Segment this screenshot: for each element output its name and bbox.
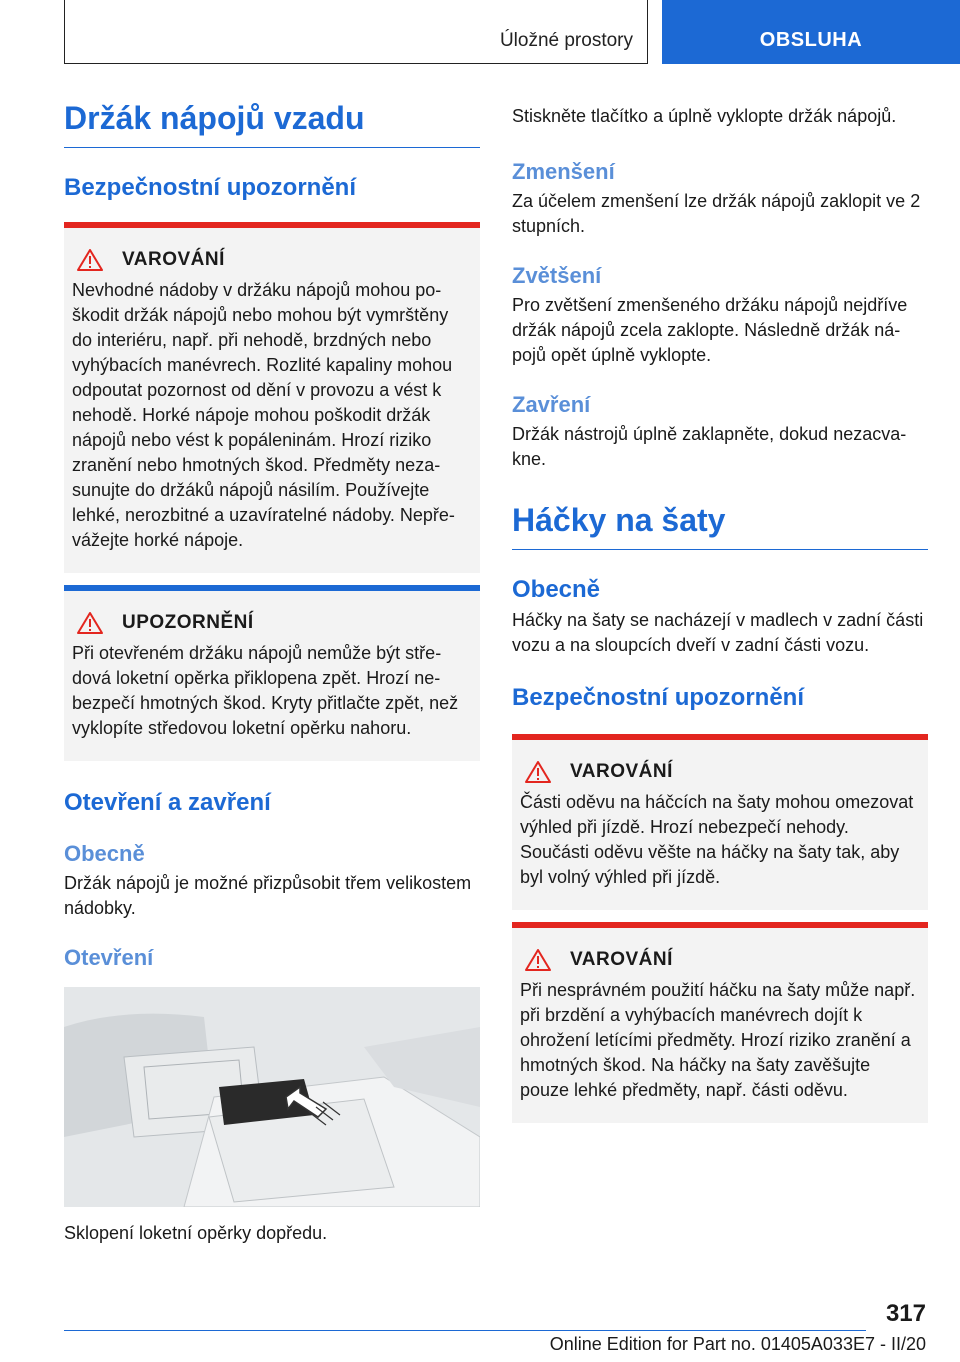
hooks-warning-head-1 bbox=[520, 760, 920, 784]
general-heading: Obecně bbox=[64, 841, 145, 866]
hooks-warning-box-2 bbox=[512, 922, 928, 1123]
left-column bbox=[64, 100, 480, 1246]
warning-triangle-icon bbox=[524, 760, 552, 784]
enlarge-text: Pro zvětšení zmenšeného držáku nápojů nejdříve držák nápojů zcela zaklopte. Následně držák nápojů opět úplně vyklopte. bbox=[512, 295, 908, 365]
safety-heading: Bezpečnostní upozornění bbox=[64, 174, 357, 201]
header-section-title: Úložné prostory bbox=[499, 30, 633, 51]
photo-caption: Sklopení loketní opěrky dopředu. bbox=[64, 1223, 328, 1243]
hooks-general-heading: Obecně bbox=[512, 576, 601, 603]
warning-head bbox=[72, 248, 472, 272]
page-title: Držák nápojů vzadu bbox=[64, 100, 480, 148]
warning-box bbox=[64, 222, 480, 573]
hooks-general-text: Háčky na šaty se nacházejí v madlech v zadní části vozu a na sloupcích dveří v zadní části vozu. bbox=[512, 610, 924, 655]
hooks-title: Háčky na šaty bbox=[512, 502, 928, 550]
page-number: 317 bbox=[885, 1300, 926, 1327]
hooks-warning-title-2: VAROVÁNÍ bbox=[570, 949, 673, 970]
caution-text: Při otevřeném držáku nápojů nemůže být středová loketní opěrka přiklopena zpět. Hrozí nebezpečí hmotných škod. Kryty přitlačte zpět, než vyklopíte středovou loketní opěrku nahoru. bbox=[72, 643, 459, 738]
warning-text: Nevhodné nádoby v držáku nápojů mohou poškodit držák nápojů nebo mohou být vymrštěny do interiéru, např. při nehodě, brzdných nebo vyhýbacích manévrech. Rozlité kapaliny mohou odpoutat pozornost od dění v provozu a vést k nehodě. Horké nápoje mohou poškodit držák nápojů nebo vést k popáleninám. Hrozí riziko zranění nebo hmotných škod. Předměty nezasunujte do držáků nápojů násilím. Používejte lehké, nerozbitné a uzavíratelné nádoby. Nepřevážejte horké nápoje. bbox=[72, 280, 455, 550]
warning-title: VAROVÁNÍ bbox=[122, 249, 225, 270]
armrest-illustration bbox=[64, 987, 480, 1207]
hooks-warning-text-2: Při nesprávném použití háčku na šaty může např. při brzdění a vyhýbacích manévrech dojít k ohrožení letícími předměty. Hrozí riziko zranění a hmotných škod. Na háčky na šaty zavěšujte pouze lehké předměty, např. části oděvu. bbox=[520, 980, 916, 1100]
warning-triangle-icon bbox=[76, 248, 104, 272]
caution-box bbox=[64, 585, 480, 761]
caution-head bbox=[72, 611, 472, 635]
header-section-box bbox=[64, 0, 648, 64]
general-text: Držák nápojů je možné přizpůsobit třem velikostem nádobky. bbox=[64, 873, 472, 918]
footer-edition: Online Edition for Part no. 01405A033E7 - II/20 bbox=[549, 1334, 926, 1354]
caution-title: UPOZORNĚNÍ bbox=[122, 612, 254, 633]
caution-triangle-icon bbox=[76, 611, 104, 635]
hooks-warning-title-1: VAROVÁNÍ bbox=[570, 761, 673, 782]
reduce-text: Za účelem zmenšení lze držák nápojů zaklopit ve 2 stupních. bbox=[512, 191, 921, 236]
close-text: Držák nástrojů úplně zaklapněte, dokud nezacvakne. bbox=[512, 424, 907, 469]
hooks-safety-heading: Bezpečnostní upozornění bbox=[512, 684, 805, 711]
enlarge-heading: Zvětšení bbox=[512, 263, 602, 288]
right-column bbox=[512, 100, 928, 1123]
open-close-heading: Otevření a zavření bbox=[64, 789, 271, 816]
hooks-warning-text-1: Části oděvu na háčcích na šaty mohou omezovat výhled při jízdě. Hrozí nebezpečí nehody. Součásti oděvu věšte na háčky na šaty tak, aby byl volný výhled při jízdě. bbox=[520, 792, 914, 887]
hooks-warning-box-1 bbox=[512, 734, 928, 910]
reduce-heading: Zmenšení bbox=[512, 159, 615, 184]
warning-triangle-icon bbox=[524, 948, 552, 972]
armrest-photo bbox=[64, 987, 480, 1207]
opening-heading: Otevření bbox=[64, 945, 154, 970]
header-chapter-tab[interactable]: OBSLUHA bbox=[662, 0, 960, 64]
footer-divider bbox=[64, 1330, 866, 1331]
hooks-warning-head-2 bbox=[520, 948, 920, 972]
open-instruction-text: Stiskněte tlačítko a úplně vyklopte držák nápojů. bbox=[512, 106, 897, 126]
close-heading: Zavření bbox=[512, 392, 591, 417]
